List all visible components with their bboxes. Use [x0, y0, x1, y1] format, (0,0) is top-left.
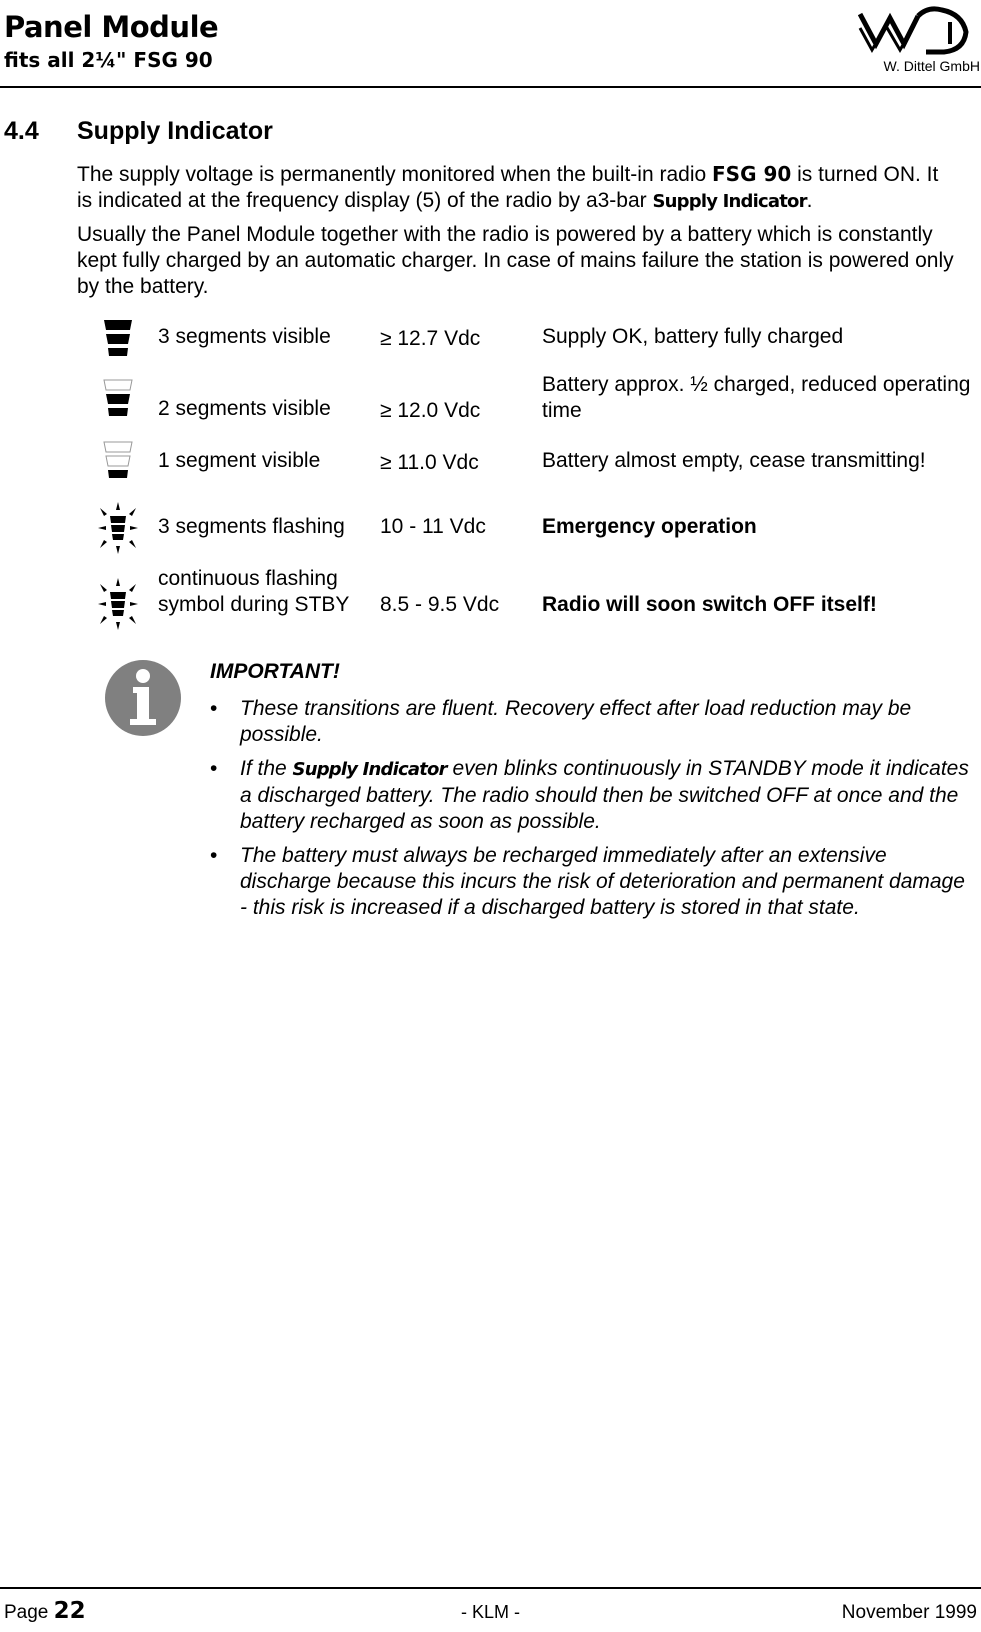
indicator-state: continuous flashing symbol during STBY: [158, 567, 350, 616]
indicator-meaning: Radio will soon switch OFF itself!: [542, 593, 877, 616]
radio-model-name: FSG 90: [712, 162, 792, 186]
footer-divider: [0, 1587, 981, 1589]
battery-1-segment-icon: [96, 438, 140, 490]
header-divider: [0, 86, 981, 88]
section-number: 4.4: [4, 117, 39, 145]
document-subtitle: fits all 2¼" FSG 90: [4, 48, 213, 72]
indicator-state: 3 segments flashing: [158, 515, 345, 538]
power-paragraph: Usually the Panel Module together with the radio is powered by a battery which is constantly kept fully charged by an automatic charger. In case of mains failure the station is powered only by the battery.: [77, 223, 954, 298]
intro-paragraph: The supply voltage is permanently monitored when the built-in radio FSG 90 is turned ON. It is indicated at the frequency display (5) of the radio by a3-bar Supply Indicator.: [77, 162, 939, 212]
important-list: [210, 696, 970, 929]
indicator-state: 1 segment visible: [158, 449, 321, 472]
company-logo: [858, 4, 978, 76]
list-item: • The battery must always be recharged immediately after an extensive discharge because this incurs the risk of deterioration and permanent damage - this risk is increased if a discharged battery is stored in that state.: [210, 843, 970, 921]
battery-flashing-icon: [96, 502, 140, 554]
page-number: Page 22: [4, 1598, 86, 1624]
indicator-state: 3 segments visible: [158, 325, 331, 348]
indicator-meaning: Supply OK, battery fully charged: [542, 325, 844, 348]
info-icon: [104, 659, 182, 737]
footer-center-label: - KLM -: [460, 1602, 520, 1622]
indicator-voltage: ≥ 12.7 Vdc: [380, 327, 481, 350]
list-item: • These transitions are fluent. Recovery effect after load reduction may be possible.: [210, 696, 970, 748]
footer-date: November 1999: [841, 1602, 977, 1623]
battery-flashing-icon: [96, 578, 140, 630]
battery-3-segments-icon: [96, 316, 140, 368]
indicator-meaning: Emergency operation: [542, 515, 757, 538]
supply-indicator-term: Supply Indicator: [652, 191, 807, 212]
indicator-voltage: 8.5 - 9.5 Vdc: [380, 593, 500, 616]
battery-2-segments-icon: [96, 376, 140, 428]
logo-company-name: W. Dittel GmbH: [883, 58, 980, 74]
indicator-state: 2 segments visible: [158, 397, 331, 420]
indicator-meaning: Battery approx. ½ charged, reduced operating time: [542, 373, 971, 422]
wd-logo-mark-icon: [858, 4, 978, 58]
indicator-voltage: ≥ 11.0 Vdc: [380, 451, 479, 474]
list-item: • If the Supply Indicator even blinks continuously in STANDBY mode it indicates a discharged battery. The radio should then be switched OFF at once and the battery recharged as soon as possible.: [210, 756, 970, 835]
supply-indicator-term: Supply Indicator: [292, 759, 447, 780]
indicator-voltage: 10 - 11 Vdc: [380, 515, 486, 538]
section-title: Supply Indicator: [77, 117, 273, 145]
indicator-voltage: ≥ 12.0 Vdc: [380, 399, 481, 422]
indicator-meaning: Battery almost empty, cease transmitting!: [542, 449, 926, 472]
document-title: Panel Module: [4, 10, 219, 44]
important-heading: IMPORTANT!: [210, 660, 340, 683]
